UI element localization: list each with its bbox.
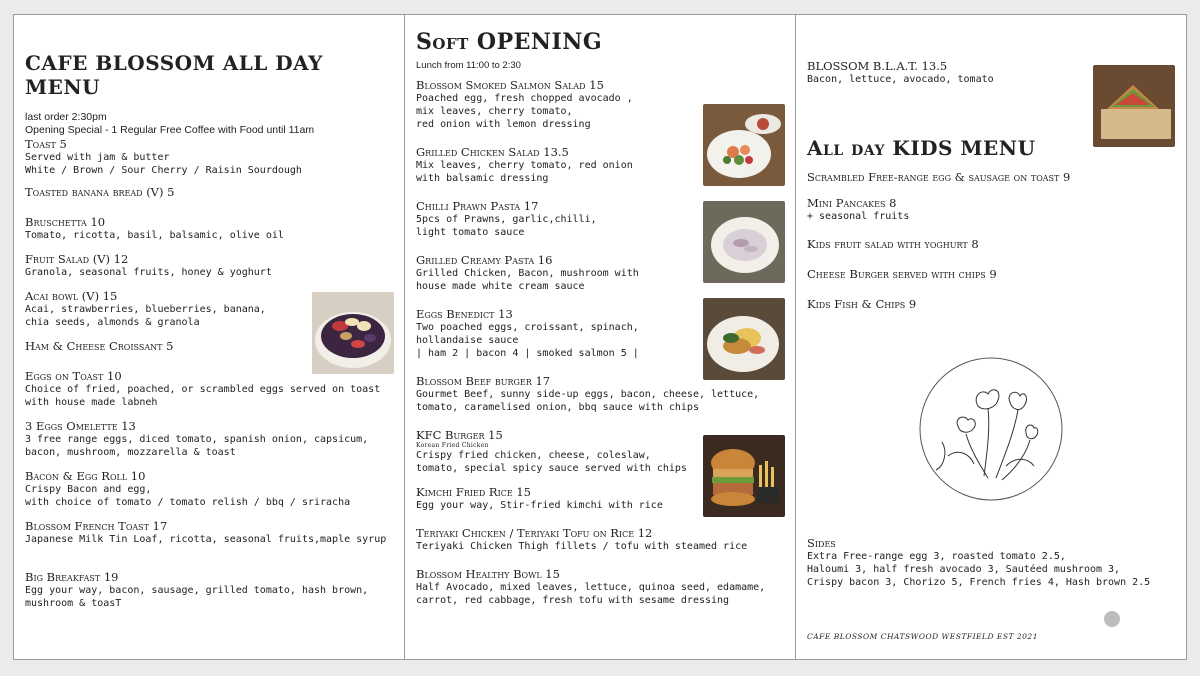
item-desc: Grilled Chicken, Bacon, mushroom with house made white cream sauce xyxy=(416,268,639,293)
item-desc: + seasonal fruits xyxy=(807,211,910,222)
item-name: Grilled Creamy Pasta 16 xyxy=(416,253,553,268)
item-name: Grilled Chicken Salad 13.5 xyxy=(416,145,569,160)
item-name: Scrambled Free-range egg & sausage on toast 9 xyxy=(807,170,1071,184)
kids-item xyxy=(807,267,1186,281)
kids-menu-title: All day KIDS MENU xyxy=(807,136,1036,160)
kfc-burger-image xyxy=(703,435,785,517)
item-name: Kids Fish & Chips 9 xyxy=(807,297,917,311)
prawn-pasta-photo xyxy=(703,201,785,283)
item-name: Eggs Benedict 13 xyxy=(416,307,513,322)
kids-item xyxy=(807,237,1186,251)
item-name: Cheese Burger served with chips 9 xyxy=(807,267,997,281)
kids-item xyxy=(807,170,1186,184)
item-name: Kimchi Fried Rice 15 xyxy=(416,485,531,500)
item-desc: Egg your way, bacon, sausage, grilled tomato, hash brown, mushroom & toasT xyxy=(25,585,369,609)
blat-sandwich-image xyxy=(1093,65,1175,147)
item-desc: Gourmet Beef, sunny side-up eggs, bacon, cheese, lettuce, tomato, caramelised onion, bbq sauce with chips xyxy=(416,389,760,414)
menu-item xyxy=(25,215,404,242)
item-desc: Egg your way, Stir-fried kimchi with rice xyxy=(416,500,663,512)
item-name: Ham & Cheese Croissant 5 xyxy=(25,339,174,353)
item-name: Teriyaki Chicken / Teriyaki Tofu on Rice 12 xyxy=(416,526,653,541)
last-order-note: last order 2:30pm xyxy=(25,111,107,123)
sides-section xyxy=(807,536,1150,589)
item-desc: Teriyaki Chicken Thigh fillets / tofu with steamed rice xyxy=(416,541,748,553)
item-desc: Half Avocado, mixed leaves, lettuce, quinoa seed, edamame, carrot, red cabbage, fresh tofu with sesame dressing xyxy=(416,582,766,607)
kfc-burger-photo xyxy=(703,435,785,517)
item-name: Kids fruit salad with yoghurt 8 xyxy=(807,237,979,251)
item-desc: Crispy Bacon and egg, with choice of tomato / tomato relish / bbq / sriracha xyxy=(25,484,351,508)
item-name: Blossom Smoked Salmon Salad 15 xyxy=(416,78,604,93)
item-name: Bruschetta 10 xyxy=(25,215,106,229)
item-name: Big Breakfast 19 xyxy=(25,570,119,584)
all-day-menu-title: CAFE BLOSSOM ALL DAY MENU xyxy=(25,51,323,99)
sides-desc: Extra Free-range egg 3, roasted tomato 2.5, Haloumi 3, half fresh avocado 3, Sautéed mushroom 3, Crispy bacon 3, Chorizo 5, French fries 4, Hash brown 2.5 xyxy=(807,551,1151,588)
menu-item xyxy=(25,369,404,409)
item-desc: Crispy fried chicken, cheese, coleslaw, tomato, special spicy sauce served with chips xyxy=(416,450,687,475)
menu-item xyxy=(25,185,404,199)
item-name: Blossom Healthy Bowl 15 xyxy=(416,567,560,582)
acai-bowl-image xyxy=(312,292,394,374)
item-name: Blossom French Toast 17 xyxy=(25,519,168,533)
item-desc: 3 free range eggs, diced tomato, spanish onion, capsicum, bacon, mushroom, mozzarella & toast xyxy=(25,434,369,458)
item-name: Mini Pancakes 8 xyxy=(807,196,897,210)
item-name: 3 Eggs Omelette 13 xyxy=(25,419,136,433)
footer-text: CAFE BLOSSOM CHATSWOOD WESTFIELD EST 2021 xyxy=(807,632,1038,641)
all-day-menu-column xyxy=(14,15,405,659)
kids-menu-column xyxy=(796,15,1186,659)
item-name: Acai bowl (V) 15 xyxy=(25,289,118,303)
blat-photo xyxy=(1093,65,1175,147)
lunch-menu-column xyxy=(405,15,796,659)
menu-card xyxy=(13,14,1187,660)
menu-item xyxy=(25,419,404,459)
prawn-pasta-image xyxy=(703,201,785,283)
salmon-salad-photo xyxy=(703,104,785,186)
item-desc: Acai, strawberries, blueberries, banana, chia seeds, almonds & granola xyxy=(25,304,266,328)
item-desc: Served with jam & butter White / Brown / Sour Cherry / Raisin Sourdough xyxy=(25,152,302,176)
item-desc: Choice of fried, poached, or scrambled eggs served on toast with house made labneh xyxy=(25,384,381,408)
blat-name: BLOSSOM B.L.A.T. 13.5 xyxy=(807,59,948,73)
salmon-salad-image xyxy=(703,104,785,186)
item-name: Fruit Salad (V) 12 xyxy=(25,252,129,266)
acai-bowl-photo xyxy=(312,292,394,374)
menu-item xyxy=(416,374,795,414)
blat-desc: Bacon, lettuce, avocado, tomato xyxy=(807,74,994,85)
opening-special-note: Opening Special - 1 Regular Free Coffee with Food until 11am xyxy=(25,124,315,136)
item-desc: Tomato, ricotta, basil, balsamic, olive oil xyxy=(25,230,284,241)
item-desc: Two poached eggs, croissant, spinach, hollandaise sauce | ham 2 | bacon 4 | smoked salmon 5 | xyxy=(416,322,639,360)
item-name: Toast 5 xyxy=(25,137,67,151)
item-desc: Japanese Milk Tin Loaf, ricotta, seasonal fruits,maple syrup xyxy=(25,534,387,545)
menu-item xyxy=(25,252,404,279)
menu-item xyxy=(25,469,404,509)
kids-menu-items xyxy=(807,170,1186,311)
menu-item xyxy=(25,519,404,546)
scroll-indicator-button[interactable] xyxy=(1104,611,1120,627)
tulip-line-art-icon xyxy=(918,356,1064,502)
menu-item xyxy=(25,137,404,177)
eggs-benedict-photo xyxy=(703,298,785,380)
item-name: Chilli Prawn Pasta 17 xyxy=(416,199,539,214)
item-desc: Granola, seasonal fruits, honey & yoghurt xyxy=(25,267,272,278)
item-name: Blossom Beef burger 17 xyxy=(416,374,551,389)
item-name: Bacon & Egg Roll 10 xyxy=(25,469,146,483)
item-subtitle: Korean Fried Chicken xyxy=(416,442,489,450)
menu-item xyxy=(416,567,795,607)
sides-title: Sides xyxy=(807,536,836,550)
menu-item xyxy=(416,526,795,553)
kids-item xyxy=(807,297,1186,311)
lunch-hours: Lunch from 11:00 to 2:30 xyxy=(416,60,521,72)
item-name: Toasted banana bread (V) 5 xyxy=(25,185,175,199)
item-desc: Poached egg, fresh chopped avocado , mix leaves, cherry tomato, red onion with lemon dressing xyxy=(416,93,633,131)
menu-item xyxy=(25,570,404,610)
item-name: Eggs on Toast 10 xyxy=(25,369,122,383)
item-desc: Mix leaves, cherry tomato, red onion with balsamic dressing xyxy=(416,160,633,185)
item-desc: 5pcs of Prawns, garlic,chilli, light tomato sauce xyxy=(416,214,597,239)
soft-opening-title: Soft OPENING xyxy=(416,29,603,55)
floral-logo xyxy=(918,356,1064,502)
eggs-benedict-image xyxy=(703,298,785,380)
item-name: KFC Burger 15 xyxy=(416,428,503,443)
kids-item xyxy=(807,196,1186,223)
